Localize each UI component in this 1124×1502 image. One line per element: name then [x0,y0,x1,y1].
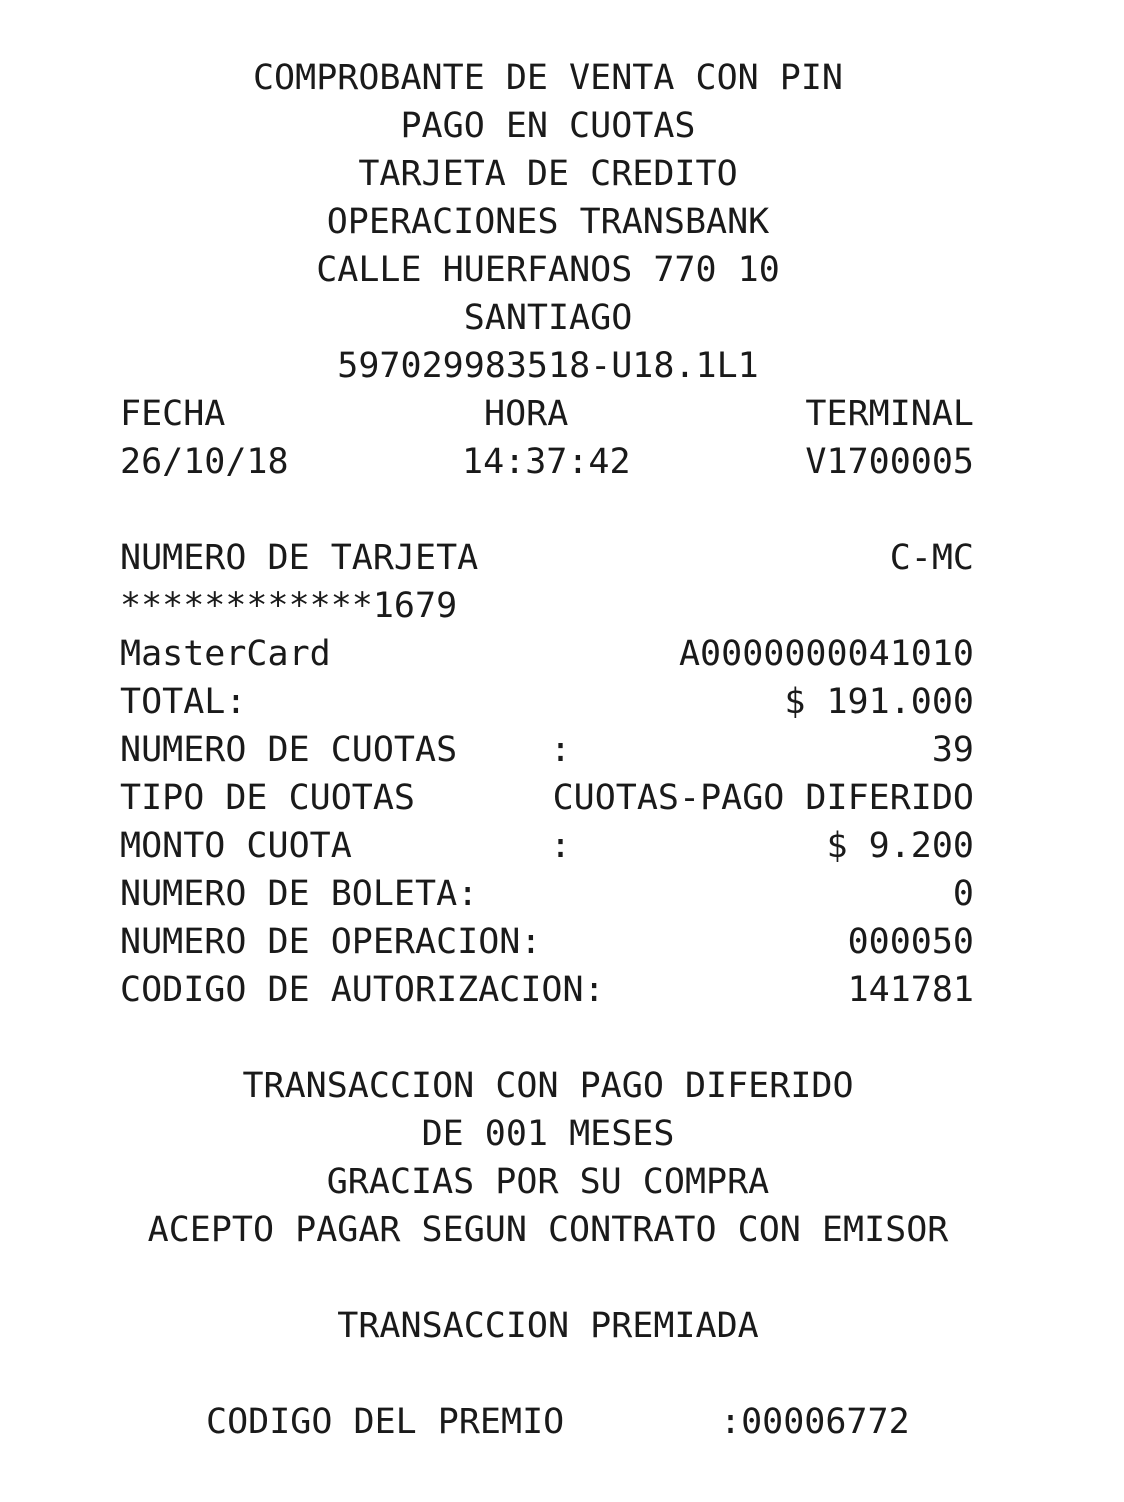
monto-cuota-row [0,822,1124,870]
merchant-address: CALLE HUERFANOS 770 10 [316,250,780,290]
tipo-cuotas-row [0,774,1124,822]
hora-value: 14:37:42 [462,442,631,482]
prize-transaction: TRANSACCION PREMIADA [337,1306,759,1346]
deferred-payment-note: TRANSACCION CON PAGO DIFERIDO [242,1066,854,1106]
total-label: TOTAL: [120,682,247,722]
total-row [0,678,1124,726]
merchant-name: OPERACIONES TRANSBANK [326,202,770,242]
monto-cuota-colon: : [550,826,572,866]
cuotas-colon: : [550,730,572,770]
prize-code-label: CODIGO DEL PREMIO [206,1402,565,1442]
tipo-cuotas-label: TIPO DE CUOTAS [120,778,416,818]
receipt [0,54,1124,1446]
merchant-code: 597029983518-U18.1L1 [337,346,759,386]
prize-code-value: :00006772 [720,1402,910,1442]
spacer [0,1014,1124,1062]
tipo-cuotas-value: CUOTAS-PAGO DIFERIDO [552,778,974,818]
receipt-title: COMPROBANTE DE VENTA CON PIN [252,58,843,98]
datetime-values-row [0,438,1124,486]
monto-cuota-value: $ 9.200 [826,826,974,866]
thank-you-message: GRACIAS POR SU COMPRA [326,1162,770,1202]
card-number-label: NUMERO DE TARJETA [120,538,479,578]
payment-type: PAGO EN CUOTAS [400,106,696,146]
cuotas-label: NUMERO DE CUOTAS [120,730,458,770]
autorizacion-label: CODIGO DE AUTORIZACION: [120,970,605,1010]
boleta-row [0,870,1124,918]
card-brand-row [0,630,1124,678]
contract-agreement: ACEPTO PAGAR SEGUN CONTRATO CON EMISOR [147,1210,949,1250]
fecha-value: 26/10/18 [120,442,289,482]
monto-cuota-label: MONTO CUOTA [120,826,352,866]
boleta-label: NUMERO DE BOLETA: [120,874,479,914]
card-code: C-MC [889,538,974,578]
masked-card-row [0,582,1124,630]
terminal-value: V1700005 [805,442,974,482]
operacion-row [0,918,1124,966]
operacion-label: NUMERO DE OPERACION: [120,922,542,962]
operacion-value: 000050 [847,922,974,962]
hora-label: HORA [484,394,569,434]
deferred-months: DE 001 MESES [421,1114,675,1154]
spacer [0,486,1124,534]
datetime-labels-row [0,390,1124,438]
cuotas-row [0,726,1124,774]
card-type: TARJETA DE CREDITO [358,154,738,194]
masked-card-number: ************1679 [120,586,458,626]
terminal-label: TERMINAL [805,394,974,434]
total-value: $ 191.000 [784,682,974,722]
card-number-row [0,534,1124,582]
autorizacion-row [0,966,1124,1014]
fecha-label: FECHA [120,394,226,434]
prize-code-row [0,1398,1124,1446]
card-aid: A0000000041010 [678,634,974,674]
merchant-city: SANTIAGO [463,298,633,338]
spacer [0,1350,1124,1398]
spacer [0,1254,1124,1302]
boleta-value: 0 [952,874,974,914]
card-brand: MasterCard [120,634,331,674]
autorizacion-value: 141781 [847,970,974,1010]
cuotas-value: 39 [931,730,974,770]
